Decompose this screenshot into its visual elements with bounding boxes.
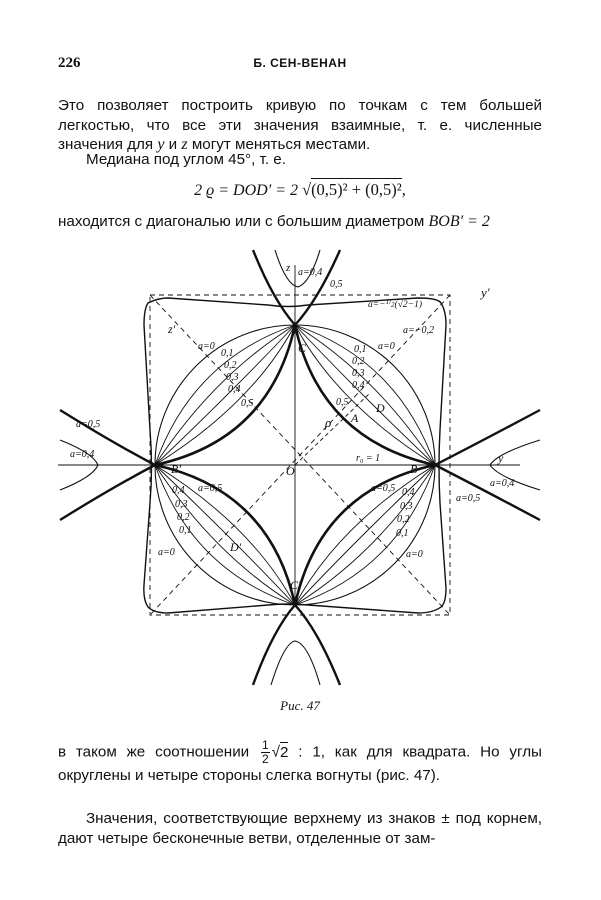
sqrt-sign-2: √ <box>271 743 281 761</box>
paragraph-1-part-3: могут меняться местами. <box>187 136 371 153</box>
paragraph-5: Значения, соответствующие верхнему из знаков ± под корнем, дают четыре бесконечные ветви, отделенные от зам- <box>58 810 542 847</box>
branch-bottom-a04 <box>271 641 320 685</box>
point-O: O <box>286 464 295 478</box>
label-ll-03: 0,3 <box>175 499 188 510</box>
figure-47 <box>58 245 542 690</box>
label-right-04: 0,4 <box>352 380 365 391</box>
paragraph-3 <box>58 212 542 232</box>
page-header <box>58 55 542 77</box>
label-a-neg02: a=−0,2 <box>403 325 434 336</box>
label-left-a0: a=0 <box>198 341 215 352</box>
label-lr-a05: a=0,5 <box>371 483 396 494</box>
label-right-02: 0,2 <box>352 356 365 367</box>
label-left-01: 0,1 <box>221 348 234 359</box>
formula-lhs: 2 ϱ = DOD′ = 2 <box>194 182 302 199</box>
branch-top-a05 <box>253 250 340 325</box>
formula-radicand: (0,5)² + (0,5)² <box>311 180 402 199</box>
label-left-05: 0,5 <box>241 398 254 409</box>
point-B-prime: B′ <box>171 462 181 476</box>
label-ll-01: 0,1 <box>179 525 192 536</box>
label-z-prime: z′ <box>168 322 176 336</box>
label-ll-04: 0,4 <box>172 485 185 496</box>
paragraph-4-part-2: Но углы округлены и четыре стороны слегка вогнуты (рис. 47). <box>58 743 542 784</box>
label-right-05: 0,5 <box>336 397 349 408</box>
point-C: C <box>298 341 307 355</box>
paragraph-1-part-1: Это позволяет построить кривую по точкам с тем большей легкостью, что все эти значения взаимные, т. е. численные значения для <box>58 97 542 153</box>
paragraph-3-var: BOB′ = 2 <box>428 213 490 230</box>
label-right-a05: a=0,5 <box>456 493 481 504</box>
label-lr-03: 0,3 <box>400 501 413 512</box>
label-top-05: 0,5 <box>330 279 343 290</box>
label-lr-04: 0,4 <box>402 487 415 498</box>
branch-bottom-a05 <box>253 605 340 685</box>
fraction-numerator: 1 <box>261 738 269 752</box>
paragraph-1 <box>58 96 542 155</box>
fraction-denominator: 2 <box>261 752 269 766</box>
label-rho: ρ <box>325 415 332 430</box>
paragraph-1-part-2: и <box>164 136 182 153</box>
label-top-a04: a=0,4 <box>298 267 323 278</box>
figure-caption: Рис. 47 <box>280 698 320 713</box>
figure-47-diagram <box>58 245 542 690</box>
label-left-03: 0,3 <box>226 372 239 383</box>
paragraph-2: Медиана под углом 45°, т. е. <box>86 151 286 168</box>
label-lr-01: 0,1 <box>396 528 409 539</box>
point-A: A <box>351 411 359 425</box>
label-right-a04: a=0,4 <box>490 478 515 489</box>
var-z: z <box>181 136 188 153</box>
label-lr-a0: a=0 <box>406 549 423 560</box>
point-C-prime: C′ <box>290 578 301 592</box>
paragraph-4-ratio: : 1, как для квадрата. <box>288 743 471 761</box>
point-B: B <box>410 462 418 476</box>
paragraph-3-text: находится с диагональю или с большим диаметром <box>58 213 429 230</box>
running-head: Б. СЕН-ВЕНАН <box>253 56 347 70</box>
sqrt-sign: √ <box>302 180 312 199</box>
label-a-sqrt: $a=-^1/_2(√2-1)$ <box>368 298 422 310</box>
page-number: 226 <box>58 55 81 71</box>
formula-rho <box>58 180 542 200</box>
label-ll-a05: a=0,5 <box>198 483 223 494</box>
label-right-a0: a=0 <box>378 341 395 352</box>
label-r0: r₀ = 1 <box>356 453 381 464</box>
label-z: z <box>286 262 291 274</box>
label-left-a05: a=0,5 <box>76 419 101 430</box>
label-ll-a0: a=0 <box>158 547 175 558</box>
label-y-prime: y′ <box>481 285 490 300</box>
label-right-01: 0,1 <box>354 344 367 355</box>
formula-tail: , <box>401 180 406 199</box>
var-y: y <box>157 136 165 153</box>
fraction-half <box>261 739 270 766</box>
label-left-02: 0,2 <box>224 360 237 371</box>
label-lr-02: 0,2 <box>397 514 410 525</box>
point-D-prime: D′ <box>230 540 242 554</box>
label-left-a04: a=0,4 <box>70 449 95 460</box>
label-ll-02: 0,2 <box>177 512 190 523</box>
sqrt-radicand: 2 <box>280 743 289 761</box>
paragraph-4-part-1: в таком же соотношении <box>58 743 259 761</box>
label-left-04: 0,4 <box>228 384 241 395</box>
label-y: y <box>498 451 504 465</box>
point-D: D <box>376 401 385 415</box>
label-right-03: 0,3 <box>352 368 365 379</box>
paragraph-4 <box>58 739 542 786</box>
